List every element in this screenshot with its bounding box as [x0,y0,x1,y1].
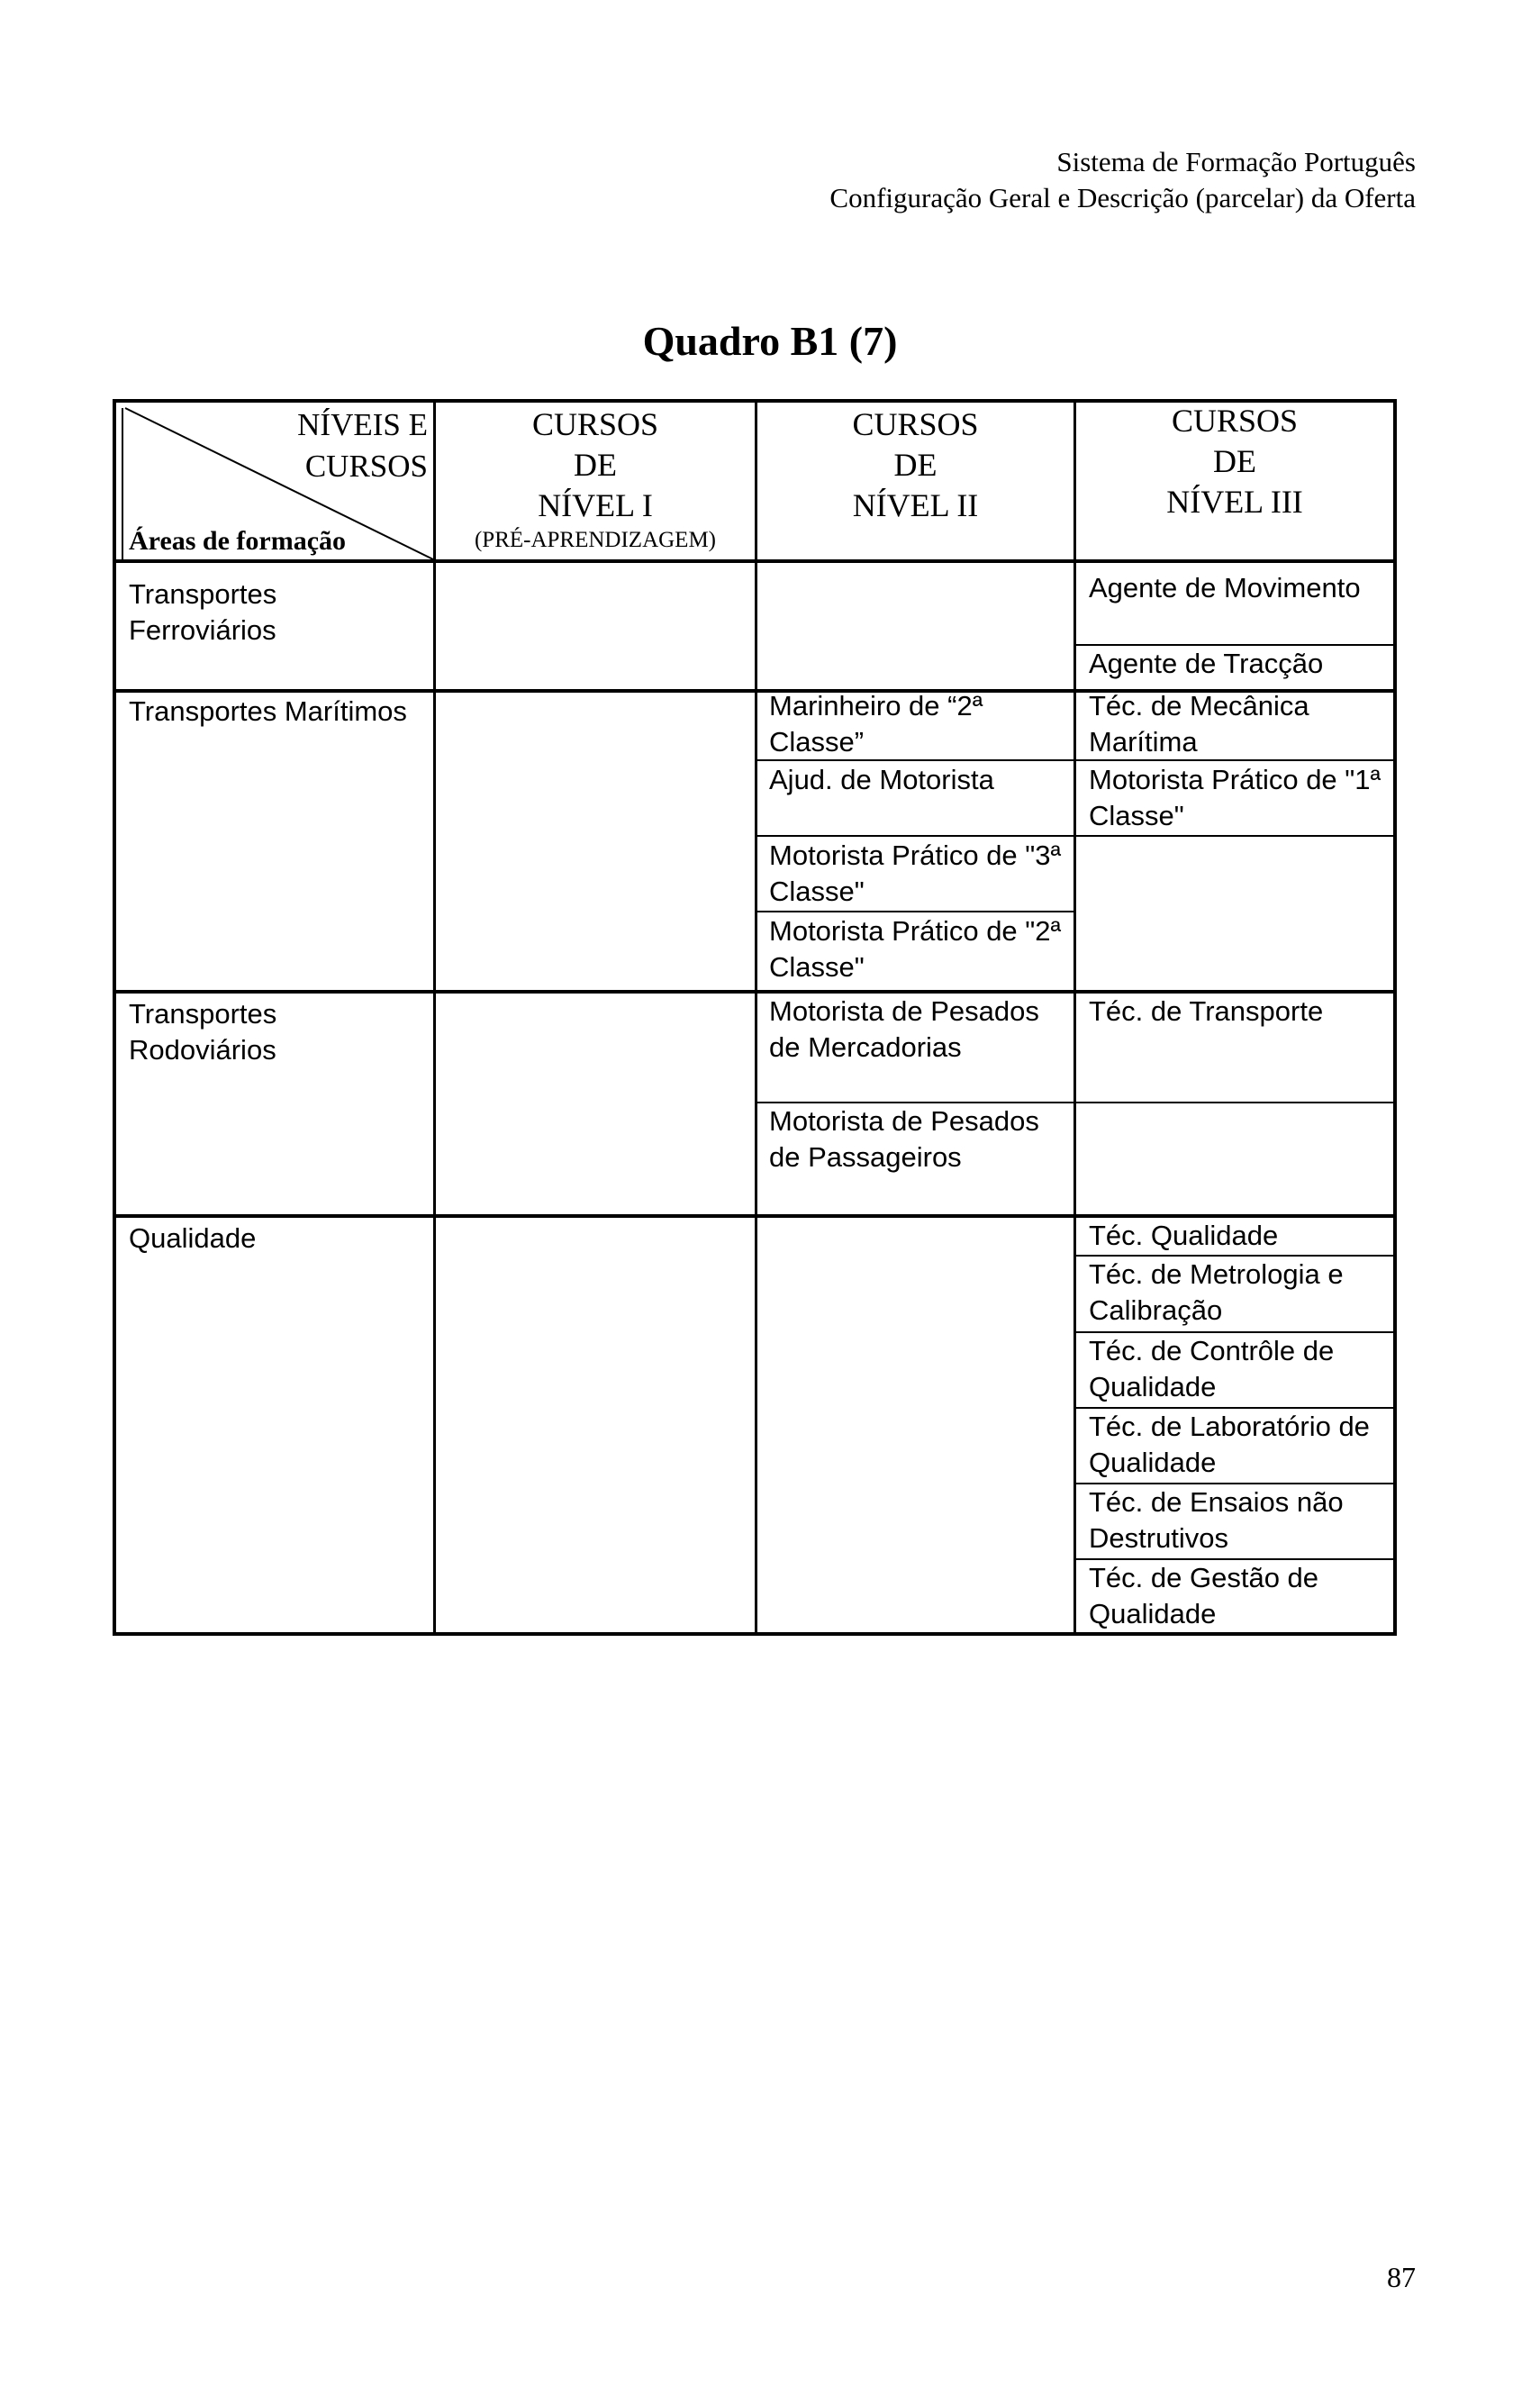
course-cell: Téc. de Contrôle de Qualidade [1089,1335,1335,1402]
course-cell: Téc. de Ensaios não Destrutivos [1089,1486,1344,1554]
nivel-iii-subrow-line [1075,835,1395,837]
page-title: Quadro B1 (7) [642,318,898,364]
column-header-nivel-ii [757,404,1073,526]
course-cell: Agente de Movimento [1089,572,1361,604]
course-cell: Téc. de Laboratório de Qualidade [1089,1411,1370,1478]
column-divider-1 [433,399,436,1636]
running-header-line-1: Sistema de Formação Português [1056,146,1416,177]
column-header-line: NÍVEL I [538,487,653,523]
column-divider-2 [755,399,757,1636]
course-cell: Motorista Prático de "3ª Classe" [769,839,1062,907]
corner-header-line-1: NÍVEIS E [297,407,428,442]
area-name: Transportes Rodoviários [129,998,277,1066]
column-header-line: DE [574,447,617,483]
running-header-line-2: Configuração Geral e Descrição (parcelar) da Oferta [829,182,1416,213]
nivel-iii-subrow-line [1075,1102,1395,1103]
column-divider-3 [1073,399,1076,1636]
column-header-line: NÍVEL III [1166,484,1303,520]
course-cell: Téc. Qualidade [1089,1220,1279,1251]
course-cell: Téc. de Mecânica Marítima [1089,690,1309,758]
column-header-line: DE [1213,443,1256,479]
corner-header-line-2: CURSOS [304,449,428,484]
area-name: Transportes Ferroviários [129,578,277,646]
course-cell: Ajud. de Motorista [769,764,994,795]
courses-table [113,399,1397,1636]
course-cell: Téc. de Transporte [1089,995,1324,1027]
table-border-right [1393,399,1397,1636]
column-header-nivel-iii [1076,401,1393,522]
course-cell: Motorista de Pesados de Mercadorias [769,995,1039,1063]
course-cell: Motorista de Pesados de Passageiros [769,1105,1039,1173]
nivel-ii-subrow-line [756,911,1075,912]
column-header-nivel-i [436,404,755,555]
course-cell: Motorista Prático de "2ª Classe" [769,915,1062,983]
course-cell: Agente de Tracção [1089,648,1324,679]
course-cell: Téc. de Metrologia e Calibração [1089,1258,1344,1326]
column-header-line: CURSOS [852,406,979,442]
course-cell: Motorista Prático de "1ª Classe" [1089,764,1381,831]
column-header-line: CURSOS [1171,403,1299,439]
column-header-line: NÍVEL II [852,487,979,523]
area-name: Transportes Marítimos [129,695,407,727]
course-cell: Marinheiro de “2ª Classe” [769,690,983,758]
area-name: Qualidade [129,1222,257,1254]
corner-header-top [248,404,428,487]
course-cell: Téc. de Gestão de Qualidade [1089,1562,1319,1629]
corner-header-areas: Áreas de formação [129,526,347,556]
column-header-line: DE [893,447,938,483]
running-header [829,144,1416,216]
page-number: 87 [1387,2261,1416,2293]
column-header-note: (PRÉ-APRENDIZAGEM) [474,528,717,552]
nivel-ii-subrow-line [756,835,1075,837]
column-header-line: CURSOS [531,406,659,442]
table-border-left [113,399,116,1636]
